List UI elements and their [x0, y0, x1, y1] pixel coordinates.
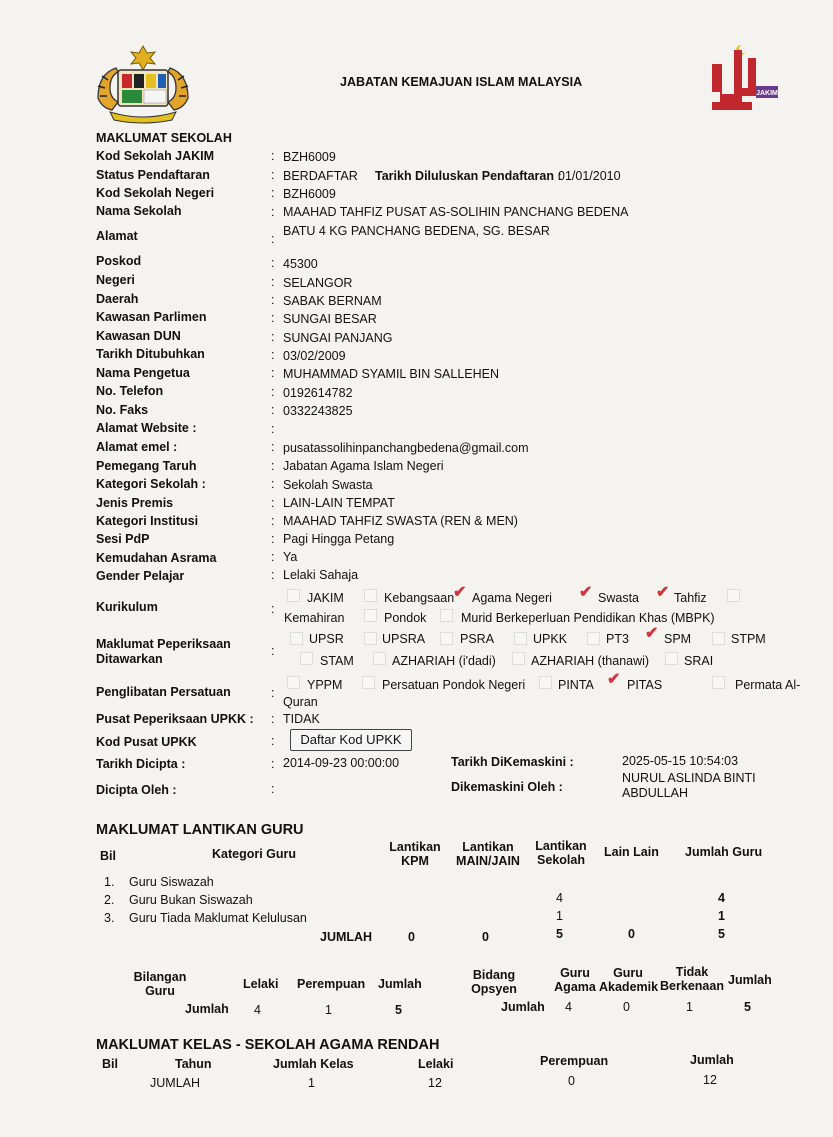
label-dicipta: Tarikh Dicipta :	[96, 757, 186, 771]
th-bil: Bil	[100, 849, 116, 863]
option-pt3: PT3	[606, 632, 629, 646]
option-yppm: YPPM	[307, 678, 343, 692]
option-agama-negeri: Agama Negeri	[472, 591, 552, 605]
label-website: Alamat Website :	[96, 421, 197, 435]
value-pemegang-taruh: Jabatan Agama Islam Negeri	[283, 459, 444, 473]
label-alamat: Alamat	[96, 229, 138, 243]
option-stpm: STPM	[731, 632, 766, 646]
malaysia-coat-of-arms-logo	[88, 42, 198, 124]
value-dikemaskini-oleh-2: ABDULLAH	[622, 786, 688, 800]
check-mark-icon[interactable]: ✔	[656, 584, 670, 601]
option-azhariah-idadi: AZHARIAH (i'dadi)	[392, 654, 496, 668]
checkbox-kebangsaan[interactable]	[364, 589, 377, 602]
label-dikemaskini-oleh: Dikemaskini Oleh :	[451, 780, 563, 794]
label-peperiksaan-1: Maklumat Peperiksaan	[96, 637, 231, 651]
value-upkk: TIDAK	[283, 712, 320, 726]
value-tarikh-diluluskan: 01/01/2010	[558, 169, 621, 183]
value-nama-sekolah: MAAHAD TAHFIZ PUSAT AS-SOLIHIN PANCHANG BEDENA	[283, 205, 629, 219]
checkbox-pt3[interactable]	[587, 632, 600, 645]
option-jakim: JAKIM	[307, 591, 344, 605]
th-jumlah: Jumlah	[378, 977, 422, 991]
option-tahfiz: Tahfiz	[674, 591, 707, 605]
th-kelas-bil: Bil	[102, 1057, 118, 1071]
label-jenis-premis: Jenis Premis	[96, 496, 174, 510]
checkbox-yppm[interactable]	[287, 676, 300, 689]
th-kelas-jumlah-kelas: Jumlah Kelas	[273, 1057, 354, 1071]
label-upkk: Pusat Peperiksaan UPKK :	[96, 712, 254, 726]
checkbox-azhariah-thanawi[interactable]	[512, 652, 525, 665]
th-kategori: Kategori Guru	[212, 847, 297, 861]
checkbox-pinta[interactable]	[539, 676, 552, 689]
checkbox-pondok[interactable]	[364, 609, 377, 622]
page-title: JABATAN KEMAJUAN ISLAM MALAYSIA	[340, 75, 583, 89]
th-guru-akademik: Guru Akademik	[599, 966, 659, 994]
label-dikemaskini: Tarikh DiKemaskini :	[451, 755, 574, 769]
option-upsr: UPSR	[309, 632, 344, 646]
th-kelas-perempuan: Perempuan	[540, 1054, 609, 1068]
checkbox-upsra[interactable]	[364, 632, 377, 645]
label-dicipta-oleh: Dicipta Oleh :	[96, 783, 177, 797]
check-mark-icon[interactable]: ✔	[607, 671, 621, 688]
label-gender: Gender Pelajar	[96, 569, 185, 583]
option-srai: SRAI	[684, 654, 714, 668]
th-jumlah-opsyen: Jumlah	[728, 973, 772, 987]
label-status: Status Pendaftaran	[96, 168, 210, 182]
label-persatuan: Penglibatan Persatuan	[96, 685, 231, 699]
label-kurikulum: Kurikulum	[96, 600, 158, 614]
label-pengetua: Nama Pengetua	[96, 366, 190, 380]
checkbox-mbpk[interactable]	[440, 609, 453, 622]
label-kod-negeri: Kod Sekolah Negeri	[96, 186, 215, 200]
option-azhariah-thanawi: AZHARIAH (thanawi)	[531, 654, 650, 668]
option-pitas: PITAS	[627, 678, 663, 692]
value-dikemaskini: 2025-05-15 10:54:03	[622, 754, 739, 768]
label-emel: Alamat emel :	[96, 440, 178, 454]
label-poskod: Poskod	[96, 254, 142, 268]
checkbox-stpm[interactable]	[712, 632, 725, 645]
value-dun: SUNGAI PANJANG	[283, 331, 393, 345]
section-guru-title: MAKLUMAT LANTIKAN GURU	[96, 822, 304, 838]
value-alamat: BATU 4 KG PANCHANG BEDENA, SG. BESAR	[283, 224, 550, 238]
section-school-title: MAKLUMAT SEKOLAH	[96, 131, 232, 145]
checkbox-upkk[interactable]	[514, 632, 527, 645]
label-kategori-institusi: Kategori Institusi	[96, 514, 199, 528]
value-kod-negeri: BZH6009	[283, 187, 336, 201]
value-negeri: SELANGOR	[283, 276, 353, 290]
label-daerah: Daerah	[96, 292, 139, 306]
label-kod-jakim: Kod Sekolah JAKIM	[96, 149, 215, 163]
check-mark-icon[interactable]: ✔	[645, 625, 659, 642]
value-kategori-sekolah: Sekolah Swasta	[283, 478, 373, 492]
label-parlimen: Kawasan Parlimen	[96, 310, 207, 324]
label-asrama: Kemudahan Asrama	[96, 551, 217, 565]
option-stam: STAM	[320, 654, 354, 668]
label-tarikh-diluluskan: Tarikh Diluluskan Pendaftaran :	[375, 169, 562, 183]
option-pondok-negeri: Persatuan Pondok Negeri	[382, 678, 526, 692]
label-faks: No. Faks	[96, 403, 149, 417]
option-swasta: Swasta	[598, 591, 639, 605]
checkbox-azhariah-idadi[interactable]	[373, 652, 386, 665]
th-kelas-tahun: Tahun	[175, 1057, 212, 1071]
option-permata: Permata Al-	[735, 678, 801, 692]
section-kelas-title: MAKLUMAT KELAS - SEKOLAH AGAMA RENDAH	[96, 1037, 440, 1053]
checkbox-upsr[interactable]	[290, 632, 303, 645]
check-mark-icon[interactable]: ✔	[453, 584, 467, 601]
checkbox-pondok-negeri[interactable]	[362, 676, 375, 689]
th-lelaki: Lelaki	[243, 977, 279, 991]
value-dikemaskini-oleh-1: NURUL ASLINDA BINTI	[622, 771, 756, 785]
th-bidang-opsyen: Bidang Opsyen	[471, 968, 517, 996]
value-jenis-premis: LAIN-LAIN TEMPAT	[283, 496, 395, 510]
value-kod-jakim: BZH6009	[283, 150, 336, 164]
option-pondok: Pondok	[384, 611, 427, 625]
value-daerah: SABAK BERNAM	[283, 294, 382, 308]
option-upkk: UPKK	[533, 632, 568, 646]
th-sekolah: Lantikan Sekolah	[535, 839, 587, 867]
checkbox-jakim[interactable]	[287, 589, 300, 602]
option-pinta: PINTA	[558, 678, 594, 692]
value-telefon: 0192614782	[283, 386, 353, 400]
value-parlimen: SUNGAI BESAR	[283, 312, 377, 326]
value-poskod: 45300	[283, 257, 318, 271]
th-guru-agama: Guru Agama	[554, 966, 596, 994]
label-kod-upkk: Kod Pusat UPKK	[96, 735, 197, 749]
jakim-logo	[708, 42, 780, 120]
option-yppm-quran: Quran	[283, 695, 318, 709]
value-pengetua: MUHAMMAD SYAMIL BIN SALLEHEN	[283, 367, 500, 381]
label-peperiksaan-2: Ditawarkan	[96, 652, 163, 666]
th-bilangan-guru: Bilangan Guru	[133, 970, 187, 998]
checkbox-kemahiran[interactable]	[727, 589, 740, 602]
option-kemahiran: Kemahiran	[284, 611, 345, 625]
option-upsra: UPSRA	[382, 632, 426, 646]
label-kategori-sekolah: Kategori Sekolah :	[96, 477, 206, 491]
checkbox-psra[interactable]	[440, 632, 453, 645]
daftar-kod-upkk-button[interactable]: Daftar Kod UPKK	[290, 729, 412, 751]
svg-text:JAKIM: JAKIM	[756, 90, 778, 97]
th-kelas-jumlah: Jumlah	[690, 1053, 734, 1067]
label-pemegang-taruh: Pemegang Taruh	[96, 459, 197, 473]
value-kategori-institusi: MAAHAD TAHFIZ SWASTA (REN & MEN)	[283, 514, 518, 528]
label-telefon: No. Telefon	[96, 384, 164, 398]
label-nama-sekolah: Nama Sekolah	[96, 204, 182, 218]
th-kpm: Lantikan KPM	[389, 840, 441, 868]
option-spm: SPM	[664, 632, 692, 646]
value-status: BERDAFTAR	[283, 169, 358, 183]
th-main: Lantikan MAIN/JAIN	[456, 840, 520, 868]
option-mbpk: Murid Berkeperluan Pendidikan Khas (MBPK)	[461, 611, 715, 625]
th-lain: Lain Lain	[604, 845, 659, 859]
option-kebangsaan: Kebangsaan	[384, 591, 455, 605]
value-asrama: Ya	[283, 550, 298, 564]
check-mark-icon[interactable]: ✔	[579, 584, 593, 601]
checkbox-stam[interactable]	[300, 652, 313, 665]
label-negeri: Negeri	[96, 273, 135, 287]
value-faks: 0332243825	[283, 404, 353, 418]
value-emel: pusatassolihinpanchangbedena@gmail.com	[283, 441, 529, 455]
label-sesi-pdp: Sesi PdP	[96, 532, 150, 546]
th-tidak-berkenaan: Tidak Berkenaan	[660, 965, 724, 993]
th-perempuan: Perempuan	[297, 977, 366, 991]
checkbox-srai[interactable]	[665, 652, 678, 665]
value-sesi-pdp: Pagi Hingga Petang	[283, 532, 395, 546]
option-psra: PSRA	[460, 632, 495, 646]
checkbox-permata[interactable]	[712, 676, 725, 689]
th-jumlah-guru: Jumlah Guru	[685, 845, 763, 859]
value-dicipta: 2014-09-23 00:00:00	[283, 756, 400, 770]
th-kelas-lelaki: Lelaki	[418, 1057, 454, 1071]
label-dun: Kawasan DUN	[96, 329, 181, 343]
value-ditubuhkan: 03/02/2009	[283, 349, 346, 363]
label-ditubuhkan: Tarikh Ditubuhkan	[96, 347, 205, 361]
value-gender: Lelaki Sahaja	[283, 568, 359, 582]
